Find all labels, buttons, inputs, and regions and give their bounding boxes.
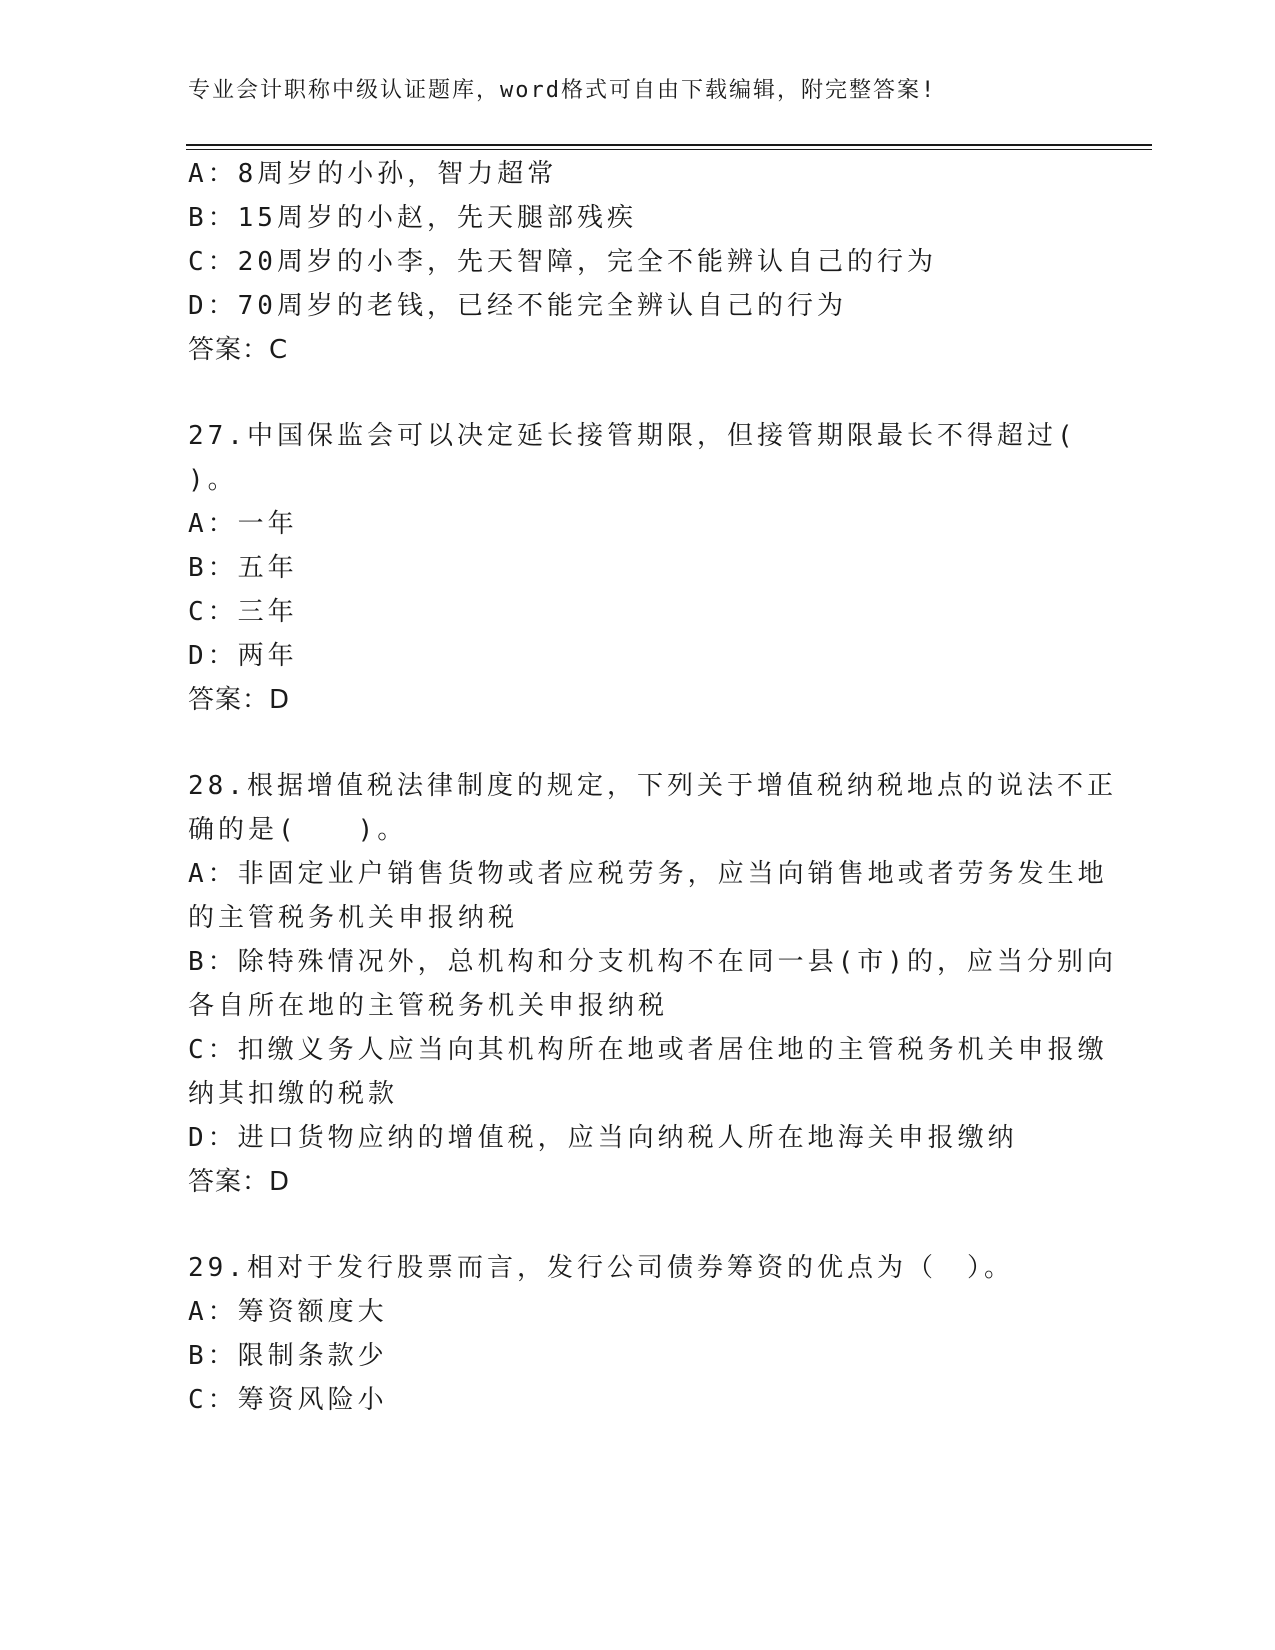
q28-option-c-line2: 纳其扣缴的税款 bbox=[188, 1079, 399, 1109]
q27-option-c: C：三年 bbox=[188, 597, 298, 627]
q27-answer: 答案：D bbox=[188, 685, 291, 715]
q27-option-a: A：一年 bbox=[188, 509, 298, 539]
q27-option-d: D：两年 bbox=[188, 641, 298, 671]
q29-option-c: C：筹资风险小 bbox=[188, 1385, 388, 1415]
q28-stem-line1: 28.根据增值税法律制度的规定，下列关于增值税纳税地点的说法不正 bbox=[188, 771, 1117, 801]
q29-option-b: B：限制条款少 bbox=[188, 1341, 388, 1371]
q28-option-a-line1: A：非固定业户销售货物或者应税劳务，应当向销售地或者劳务发生地 bbox=[188, 859, 1108, 889]
q27-stem-line2: )。 bbox=[188, 465, 238, 495]
q28-option-a-line2: 的主管税务机关申报纳税 bbox=[188, 903, 519, 933]
q26-option-b: B：15周岁的小赵，先天腿部残疾 bbox=[188, 203, 637, 233]
q27-stem-line1: 27.中国保监会可以决定延长接管期限，但接管期限最长不得超过( bbox=[188, 421, 1077, 451]
q29-option-a: A：筹资额度大 bbox=[188, 1297, 388, 1327]
q28-stem-line2: 确的是( )。 bbox=[188, 815, 408, 845]
q28-option-b-line1: B：除特殊情况外，总机构和分支机构不在同一县(市)的，应当分别向 bbox=[188, 947, 1117, 977]
header-rule-secondary bbox=[186, 149, 1152, 150]
q29-stem: 29.相对于发行股票而言，发行公司债券筹资的优点为（ ）。 bbox=[188, 1253, 1014, 1283]
q28-option-b-line2: 各自所在地的主管税务机关申报纳税 bbox=[188, 991, 669, 1021]
q28-option-d: D：进口货物应纳的增值税，应当向纳税人所在地海关申报缴纳 bbox=[188, 1123, 1018, 1153]
q27-option-b: B：五年 bbox=[188, 553, 298, 583]
q26-answer: 答案：C bbox=[188, 335, 289, 365]
q26-option-c: C：20周岁的小李，先天智障，完全不能辨认自己的行为 bbox=[188, 247, 937, 277]
header-text: 专业会计职称中级认证题库，word格式可自由下载编辑，附完整答案! bbox=[188, 78, 937, 103]
q28-answer: 答案：D bbox=[188, 1167, 291, 1197]
q28-option-c-line1: C：扣缴义务人应当向其机构所在地或者居住地的主管税务机关申报缴 bbox=[188, 1035, 1108, 1065]
q26-option-a: A：8周岁的小孙，智力超常 bbox=[188, 159, 558, 189]
header-rule bbox=[186, 144, 1152, 146]
q26-option-d: D：70周岁的老钱，已经不能完全辨认自己的行为 bbox=[188, 291, 847, 321]
